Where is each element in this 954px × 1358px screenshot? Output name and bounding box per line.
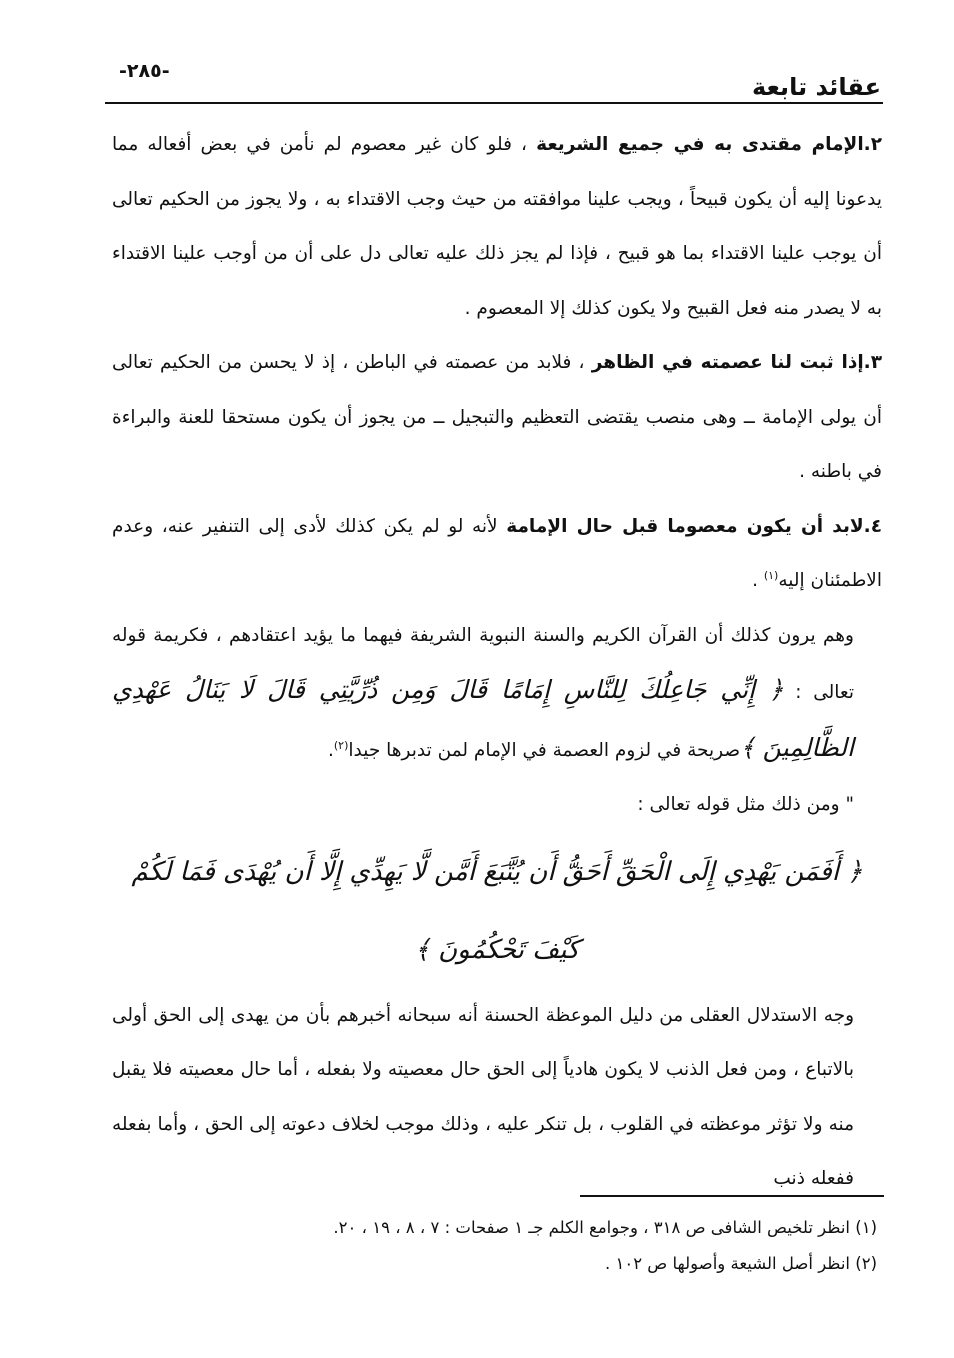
paragraph-point-4 — [112, 500, 882, 609]
page-header — [105, 58, 883, 104]
body-text — [112, 118, 882, 1207]
quran-verse-block: ﴿ أَفَمَن يَهْدِي إِلَى الْحَقِّ أَحَقُّ أَن يُتَّبَعَ أَمَّن لَّا يَهِدِّي إِلَّا أَن يُهْدَى فَمَا لَكُمْ كَيْفَ تَحْكُمُونَ ﴾ — [131, 856, 863, 965]
paragraph-end: . — [327, 739, 334, 761]
paragraph-text: صريحة في لزوم العصمة في الإمام لمن تدبرها جيدا — [348, 739, 741, 761]
point-text: ، فلو كان غير معصوم لم نأمن في بعض أفعاله مما يدعونا إليه أن يكون قبيحاً ، ويجب علينا موافقته من حيث وجب الاقتداء به ، ولا يجوز من الحكيم تعالى أن يوجب علينا الاقتداء بما هو قبيح ، فإذا لم يجز ذلك عليه تعالى دل على أن من أوجب علينا الاقتداء به لا يصدر منه فعل القبيح ولا يكون كذلك إلا المعصوم . — [112, 134, 882, 319]
point-number: ٤. — [863, 515, 882, 537]
footnotes — [112, 1210, 877, 1282]
point-end: . — [752, 570, 764, 591]
paragraph-point-2 — [112, 118, 882, 336]
footnote-separator — [580, 1195, 884, 1197]
footnote-2: (٢) انظر أصل الشيعة وأصولها ص ١٠٢ . — [604, 1254, 877, 1273]
paragraph-intro: " ومن ذلك مثل قوله تعالى : — [637, 794, 854, 815]
paragraph-point-3 — [112, 336, 882, 500]
point-text: ، فلابد من عصمته في الباطن ، إذ لا يحسن من الحكيم تعالى أن يولى الإمامة ــ وهى منصب يقتضى التعظيم والتبجيل ــ من يجوز أن يكون مستحقا للعنة والبراءة في باطنه . — [112, 352, 882, 482]
footnote-ref: (٢) — [333, 738, 349, 752]
page-number: -٢٨٥- — [119, 60, 170, 82]
quran-verse-inline: ﴿ إِنِّي جَاعِلُكَ لِلنَّاسِ إِمَامًا قَالَ وَمِن ذُرِّيَّتِي قَالَ لَا يَنَالُ عَهْدِي الظَّالِمِينَ ﴾ — [112, 675, 854, 762]
paragraph-text: وهم يرون كذلك أن القرآن الكريم والسنة النبوية الشريفة فيهما ما يؤيد اعتقادهم ، فكريمة قوله تعالى : — [112, 624, 854, 703]
point-heading: إذا ثبت لنا عصمته في الظاهر — [591, 352, 864, 373]
point-heading: لابد أن يكون معصوما قبل حال الإمامة — [506, 515, 864, 537]
footnote-ref: (١) — [763, 568, 779, 582]
footnote-1: (١) انظر تلخيص الشافى ص ٣١٨ ، وجوامع الكلم جـ ١ صفحات : ٧ ، ٨ ، ١٩ ، ٢٠. — [333, 1218, 877, 1237]
running-title: عقائد تابعة — [751, 73, 881, 101]
point-text: لأنه لو لم يكن كذلك لأدى إلى التنفير عنه، وعدم الاطمئنان إليه — [112, 515, 882, 591]
point-heading: الإمام مقتدى به في جميع الشريعة — [536, 134, 864, 155]
paragraph-quran-evidence — [112, 609, 882, 779]
point-number: ٢. — [863, 134, 882, 155]
point-number: ٣. — [863, 352, 882, 373]
paragraph-reasoning: وجه الاستدلال العقلى من دليل الموعظة الحسنة أنه سبحانه أخبرهم بأن من يهدى إلى الحق أولى بالاتباع ، ومن فعل الذنب لا يكون هادياً إلى الحق حال معصيته ولا بفعله ، أما حال معصيته فلا يقبل منه ولا تؤثر موعظته في القلوب ، بل تنكر عليه ، وذلك موجب لخلاف دعوته إلى الحق ، وأما بفعله ففعله ذنب — [112, 1004, 854, 1189]
